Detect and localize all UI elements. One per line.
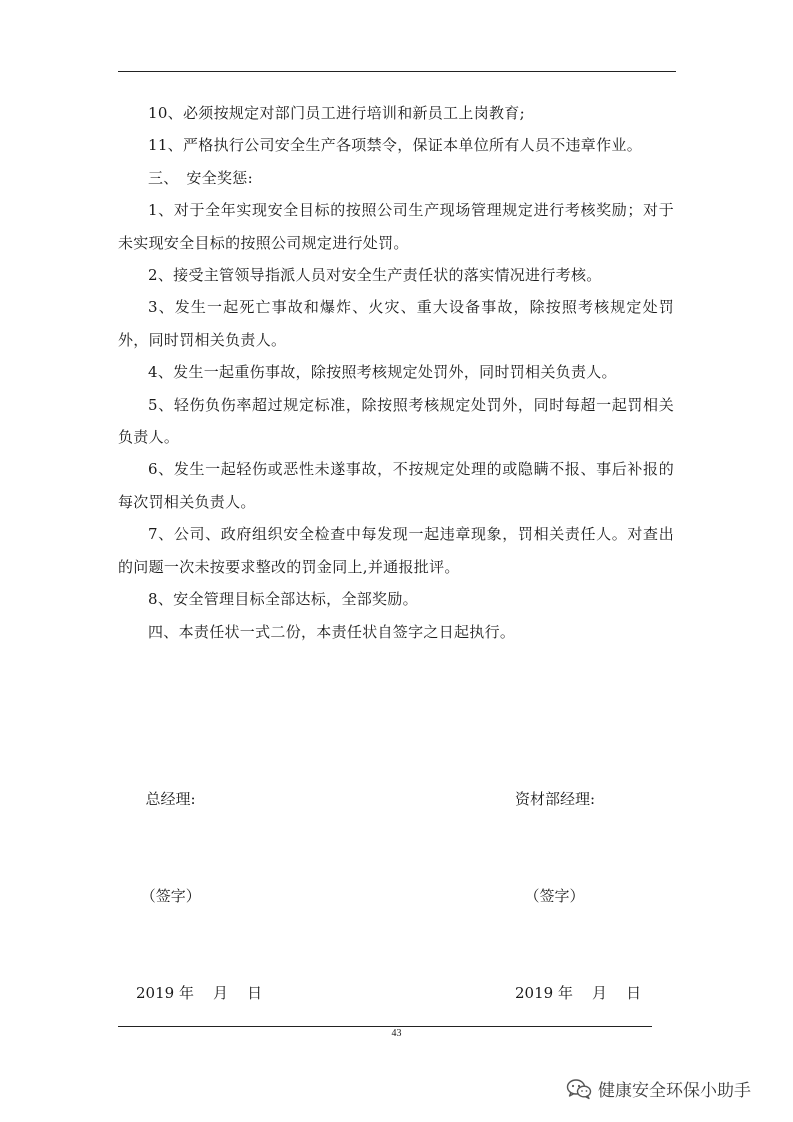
watermark-text: 健康安全环保小助手 [598,1081,751,1101]
paragraph-10: 10、必须按规定对部门员工进行培训和新员工上岗教育; [148,104,525,122]
watermark [566,1076,751,1101]
signature-date: 2019 年 月 日 [515,984,642,1003]
section-heading-rewards: 三、 安全奖惩: [148,168,253,187]
reward-item-7: 7、公司、政府组织安全检查中每发现一起违章现象，罚相关责任人。对查出的问题一次未按要求整改的罚金同上,并通报批评。 [118,525,674,576]
signature-sign-label: （签字） [515,887,585,906]
wechat-icon [566,1078,592,1100]
reward-item-3: 3、发生一起死亡事故和爆炸、火灾、重大设备事故，除按照考核规定处罚外，同时罚相关负责人。 [118,298,674,349]
signature-sign-label: （签字） [136,887,201,906]
reward-item-5: 5、轻伤负伤率超过规定标准，除按照考核规定处罚外，同时每超一起罚相关负责人。 [118,395,674,447]
paragraph-11: 11、严格执行公司安全生产各项禁令，保证本单位所有人员不违章作业。 [148,136,642,155]
reward-item-8: 8、安全管理目标全部达标，全部奖励。 [148,590,418,609]
document-body [118,97,674,648]
reward-item-6: 6、发生一起轻伤或恶性未遂事故，不按规定处理的或隐瞒不报、事后补报的每次罚相关负责人。 [118,460,674,511]
header-rule [118,71,676,72]
signature-role-label: 资材部经理: [515,789,596,808]
page-number: 43 [391,1028,402,1039]
footer-rule [118,1026,652,1027]
section-four: 四、本责任状一式二份，本责任状自签字之日起执行。 [148,622,516,641]
reward-item-2: 2、接受主管领导指派人员对安全生产责任状的落实情况进行考核。 [148,266,602,285]
signature-block-general-manager [136,718,262,1042]
signature-role-label: 总经理: [136,789,196,808]
signature-block-materials-manager [515,718,641,1042]
signature-date: 2019 年 月 日 [136,984,263,1003]
reward-item-1: 1、对于全年实现安全目标的按照公司生产现场管理规定进行考核奖励；对于未实现安全目标的按照公司规定进行处罚。 [118,201,674,252]
reward-item-4: 4、发生一起重伤事故，除按照考核规定处罚外，同时罚相关负责人。 [148,363,617,382]
